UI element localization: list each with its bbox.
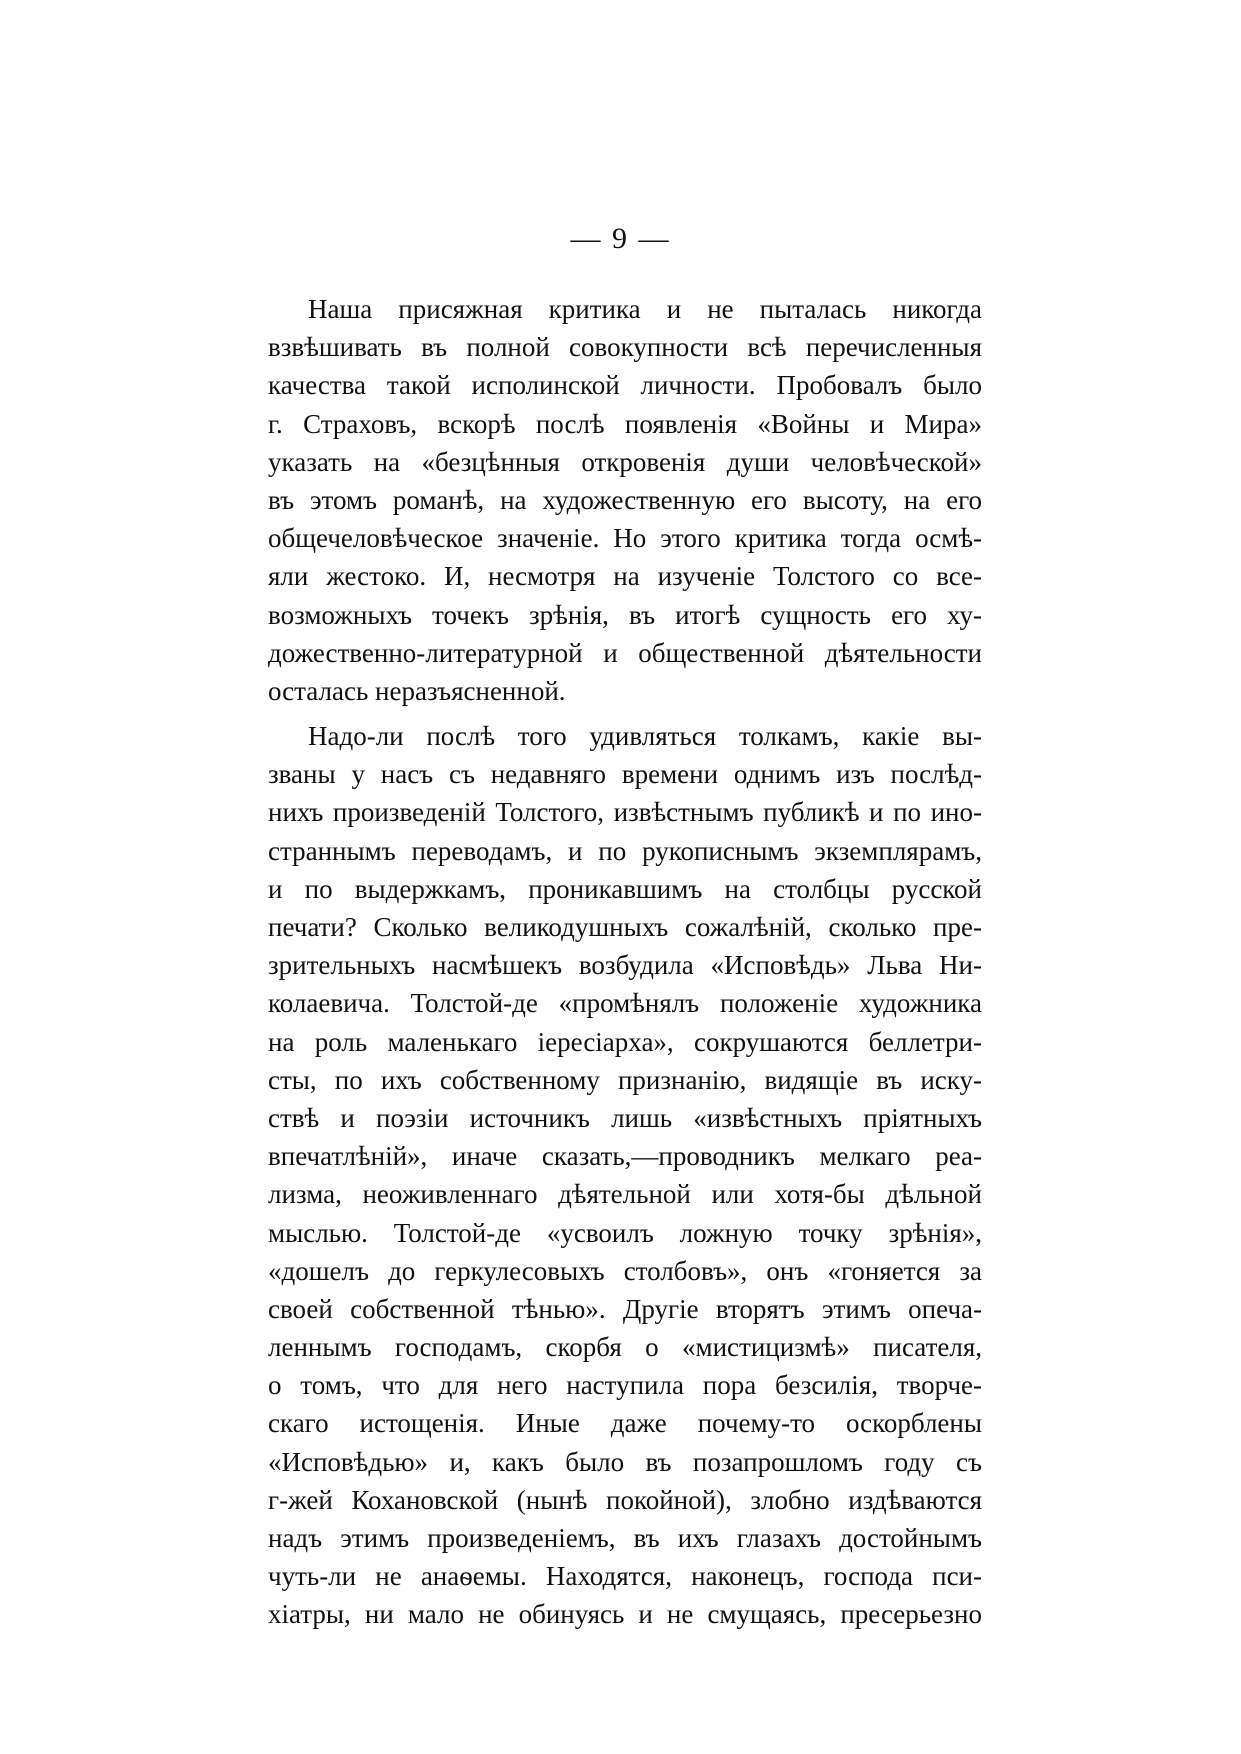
text-line: Наша присяжная критика и не пыталась никогда xyxy=(308,294,982,324)
text-line: сты, по ихъ собственному признанію, видящіе въ иску- xyxy=(268,1064,982,1095)
text-line: своей собственной тѣнью». Другіе вторятъ этимъ опеча- xyxy=(268,1293,982,1324)
text-line: скаго истощенія. Иные даже почему-то оскорблены xyxy=(268,1408,982,1439)
text-line: осталась неразъясненной. xyxy=(268,675,566,706)
text-line: колаевича. Толстой-де «промѣнялъ положеніе художника xyxy=(268,988,982,1019)
text-line: о томъ, что для него наступила пора безсилія, творче- xyxy=(268,1370,982,1401)
text-line: и по выдержкамъ, проникавшимъ на столбцы русской xyxy=(268,873,982,904)
page-number: — 9 — xyxy=(570,222,671,255)
text-line: хіатры, ни мало не обинуясь и не смущаясь, пресерьезно xyxy=(268,1599,982,1630)
text-line: печати? Сколько великодушныхъ сожалѣній, сколько пре- xyxy=(268,912,982,942)
text-line: взвѣшивать въ полной совокупности всѣ перечисленныя xyxy=(268,332,982,363)
body-text xyxy=(268,290,982,1634)
text-line: страннымъ переводамъ, и по рукописнымъ экземплярамъ, xyxy=(268,835,982,866)
text-line: ствѣ и поэзіи источникъ лишь «извѣстныхъ пріятныхъ xyxy=(268,1102,982,1133)
text-line: г. Страховъ, вскорѣ послѣ появленія «Войны и Мира» xyxy=(268,408,982,439)
text-line: мыслью. Толстой-де «усвоилъ ложную точку зрѣнія», xyxy=(268,1217,982,1248)
text-line: впечатлѣній», иначе сказать,—проводникъ мелкаго реа- xyxy=(268,1141,982,1172)
text-line: Надо-ли послѣ того удивляться толкамъ, какіе вы- xyxy=(308,721,982,752)
text-line: возможныхъ точекъ зрѣнія, въ итогѣ сущность его ху- xyxy=(268,599,982,630)
text-line: въ этомъ романѣ, на художественную его высоту, на его xyxy=(268,484,982,515)
text-line: нихъ произведеній Толстого, извѣстнымъ публикѣ и по ино- xyxy=(268,797,982,828)
text-line: «дошелъ до геркулесовыхъ столбовъ», онъ «гоняется за xyxy=(268,1255,982,1286)
text-line: общечеловѣческое значеніе. Но этого критика тогда осмѣ- xyxy=(268,523,982,554)
text-line: чуть-ли не анаѳемы. Находятся, наконецъ, господа пси- xyxy=(268,1561,982,1592)
text-line: надъ этимъ произведеніемъ, въ ихъ глазахъ достойнымъ xyxy=(268,1523,982,1553)
text-line: зрительныхъ насмѣшекъ возбудила «Исповѣдь» Льва Ни- xyxy=(268,950,982,981)
text-line: лизма, неоживленнаго дѣятельной или хотя-бы дѣльной xyxy=(268,1179,982,1210)
text-line: званы у насъ съ недавняго времени однимъ изъ послѣд- xyxy=(268,759,982,790)
text-line: г-жей Кохановской (нынѣ покойной), злобно издѣваются xyxy=(268,1484,982,1515)
paragraph-1 xyxy=(268,290,982,710)
text-line: яли жестоко. И, несмотря на изученіе Толстого со все- xyxy=(268,561,982,592)
paragraph-2 xyxy=(268,717,982,1634)
text-line: леннымъ господамъ, скорбя о «мистицизмѣ» писателя, xyxy=(268,1332,982,1363)
text-line: на роль маленькаго іересіарха», сокрушаются беллетри- xyxy=(268,1026,982,1057)
text-line: дожественно-литературной и общественной дѣятельности xyxy=(268,637,982,668)
text-line: качества такой исполинской личности. Пробовалъ было xyxy=(268,370,982,401)
text-line: указать на «безцѣнныя откровенія души человѣческой» xyxy=(268,446,982,477)
text-line: «Исповѣдью» и, какъ было въ позапрошломъ году съ xyxy=(268,1446,982,1477)
